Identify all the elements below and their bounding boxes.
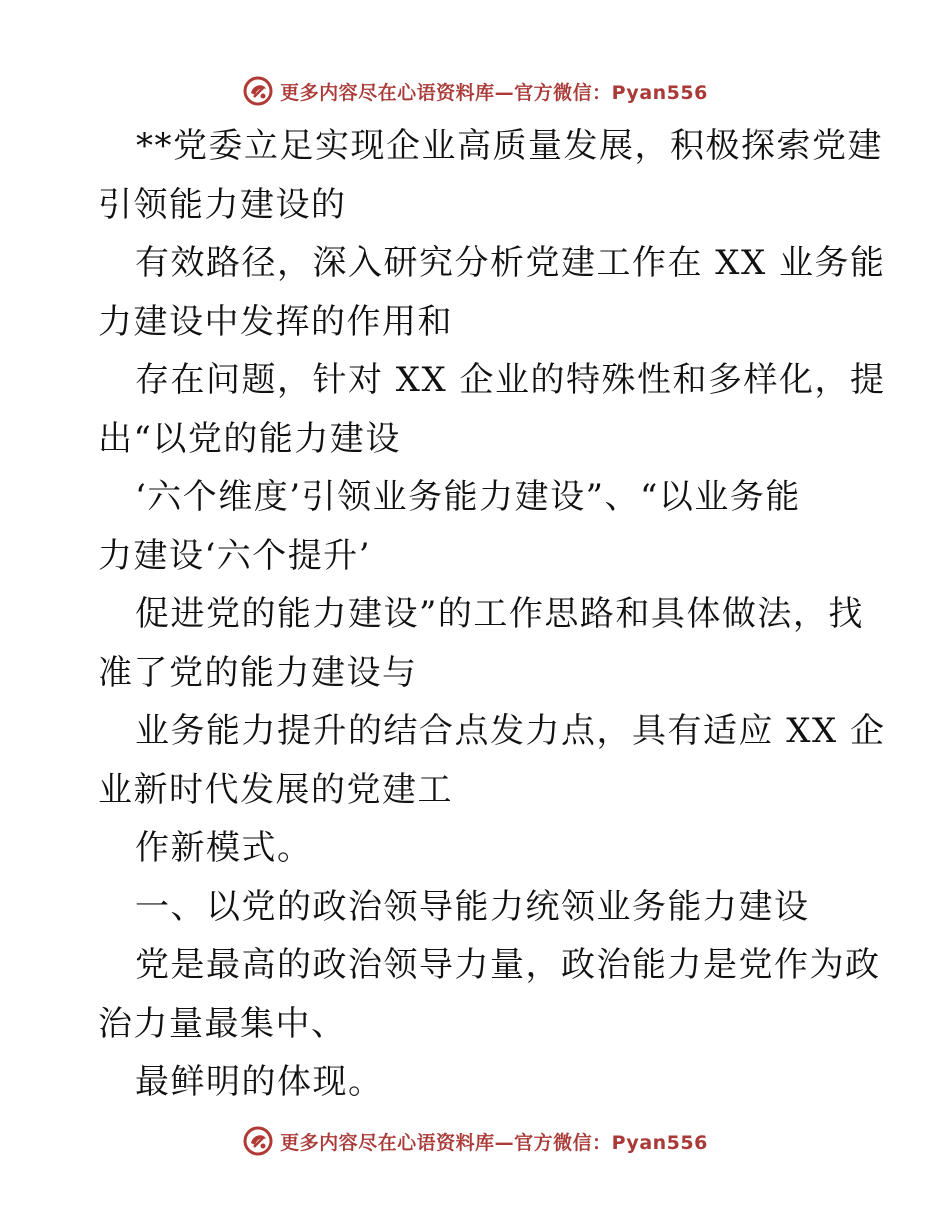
section-heading: 一、以党的政治领导能力统领业务能力建设	[135, 886, 810, 927]
red-swirl-logo-icon	[242, 1125, 274, 1157]
text-line: 业务能力提升的结合点发力点，具有适应 XX 企	[135, 711, 886, 751]
text-line: 力建设中发挥的作用和	[98, 301, 453, 342]
text-line: 存在问题，针对 XX 企业的特殊性和多样化，提	[135, 360, 886, 400]
text-line: 党是最高的政治领导力量，政治能力是党作为政	[135, 945, 881, 985]
document-body	[98, 117, 886, 1112]
text-line: 出“以党的能力建设	[98, 418, 401, 459]
text-line: 治力量最集中、	[98, 1003, 347, 1044]
text-line: 引领能力建设的	[98, 184, 347, 225]
text-line: 作新模式。	[135, 828, 313, 868]
text-line: 促进党的能力建设”的工作思路和具体做法，找	[135, 594, 864, 634]
red-swirl-logo-icon	[242, 75, 274, 107]
text-line: 力建设‘六个提升’	[98, 535, 372, 576]
text-line: 有效路径，深入研究分析党建工作在 XX 业务能	[135, 243, 886, 283]
text-line: 准了党的能力建设与	[98, 652, 418, 693]
header-banner	[0, 71, 950, 111]
text-line: **党委立足实现企业高质量发展，积极探索党建	[136, 126, 883, 166]
text-line: 最鲜明的体现。	[135, 1062, 384, 1102]
text-line: 业新时代发展的党建工	[98, 769, 453, 810]
header-banner-text: 更多内容尽在心语资料库—官方微信：Pyan556	[280, 81, 708, 104]
footer-banner	[0, 1121, 950, 1161]
text-line: ‘六个维度’引领业务能力建设”、“以业务能	[135, 477, 801, 517]
footer-banner-text: 更多内容尽在心语资料库—官方微信：Pyan556	[280, 1131, 708, 1154]
